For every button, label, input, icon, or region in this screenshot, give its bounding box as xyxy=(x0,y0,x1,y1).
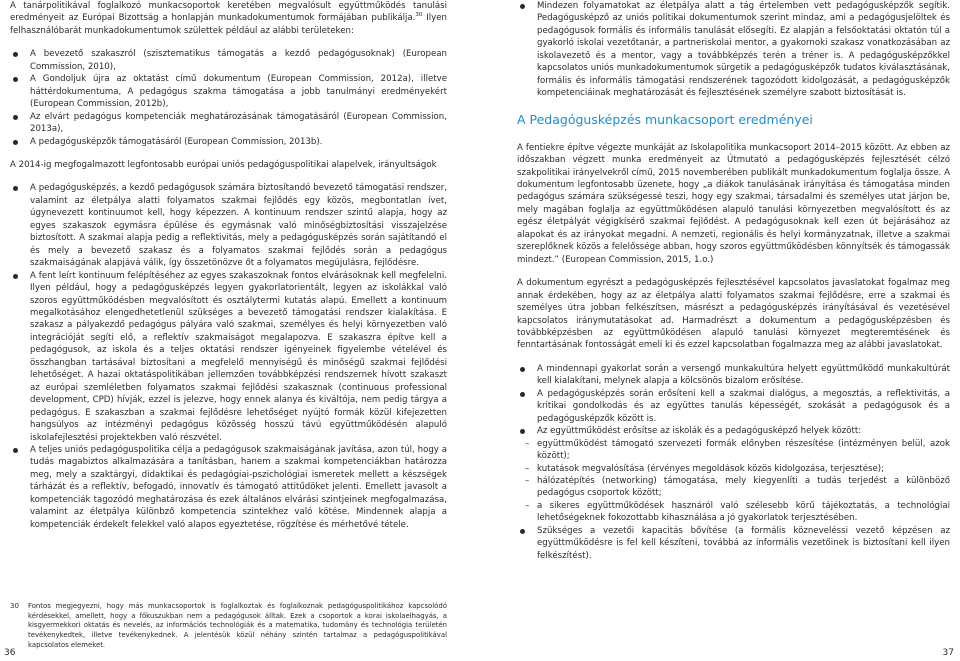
list-item: A pedagógusképzők támogatásáról (European Commission, 2013b). xyxy=(10,136,447,148)
paragraph: A fentiekre építve végezte munkáját az Iskolapolitika munkacsoport 2014–2015 között. Az ebben az időszakban végzett munka eredményeit az Útmutató a pedagógusképzés fejlesztését célzó szakpolitikai irányelvekről című, 2015 novemberében publikált munkadokumentum foglalja össze. A dokumentum legfontosabb üzenete, hogy „a diákok tanulásának irányítása és támogatása minden pedagógus számára szükségessé teszi, hogy egy szakmai, társadalmi és személyes utat járjon be, mely magában foglalja az együttműködésen alapuló tanulási környezetben megvalósított és az egész életpályát végigkísérő szakmai fejlődést. A pedagógusoknak kell ezen út bejárásához az alapokat és az irányokat megadni. A nemzeti, regionális és helyi kormányzatnak, illetve a szakmai szereplőknek közös a felelőssége abban, hogy szoros együttműködésben könnyítsék és támogassák mindezt.” (European Commission, 2015, 1.o.) xyxy=(517,142,950,265)
intro-paragraph: A tanárpolitikával foglalkozó munkacsoportok keretében megvalósult együttműködés tanulási eredményeit az Európai Bizottság a honlapján munkadokumentumok formájában publikálja.$^{30}$ Ilyen felhasználóbarát munkadokumentumok születtek például az alábbi területeken: xyxy=(10,1,447,36)
list-item: A teljes uniós pedagóguspolitika célja a pedagógusok szakmaiságának javítása, azon túl, hogy a tudás magabiztos alkalmazására a tanításban, hanem a szakmai kompetenciákban határozza meg, mely a szaktárgyi, didaktikai és pedagógiai-pszichológiai ismeretek mellett a készségek tárházát és a reflektív, befogadó, innovatív és támogató attitűdöket jelenti. Emellett javasolt a kompetenciák tagozódó meghatározása és ezek általános elvárási szintjeinek megfogalmazása, valamint az életpálya különbző kompetencia szintekhez való kötése. Mindennek alapja a kompetenciák érdekelt felekkel való alapos egyeztetése, rögzítése és mérhetővé tétele. xyxy=(10,444,447,531)
bullet-list-last xyxy=(517,525,950,562)
dash-list xyxy=(517,438,950,525)
dash-item: – a sikeres együttműködések hasznáról való szélesebb körű tájékoztatás, a technológiai lehetőségeknek fokozottabb kihasználása a jó gyakorlatok terjesztésében. xyxy=(517,500,950,525)
section-heading: A Pedagógusképzés munkacsoport eredményei xyxy=(517,111,813,127)
list-item: A fent leírt kontinuum felépítéséhez az egyes szakaszoknak fontos elvárásoknak kell megfelelni. Ilyen például, hogy a pedagógusképzés legyen gyakorlatorientált, legyen az iskolákkal való szoros együttműködésben megvalósított és osztálytermi kutatás alapú. Emellett a kontinuum megalkotásához elengedhetetlenül szükséges a bevezető támogatási rendszer kialakítása. E szakasz a pályakezdő pedagógus pályára való szakmai, személyes és helyi környezetben való integrációját segíti elő, a reflektív szakmaiságot megalapozva. E szakaszra építve kell a pedagógusok, az iskola és a teljes oktatási rendszer igényeinek figyelembe vételével és összhangban tartásával biztosítani a megfelelő mennyiségű és minőségű szakmai fejlődési lehetőséget. A hazai oktatáspolitikában jellemzően továbbképzési rendszernek hívott szakaszt az európai szemléletben folyamatos szakmai fejlődési szakasznak (continuous professional development, CPD) hívják, ezzel is jelezve, hogy ennek alanya és kiváltója, nem pedig tárgya a pedagógus. E szakaszban a szakmai fejlődésre lehetőséget nyújtó formák közül kifejezetten hangsúlyos az intézményi pedagógus közösség hosszú távú együttműködésén alapuló iskolafejlesztési projektekben való részvétel. xyxy=(10,270,447,444)
list-item: A pedagógusképzés, a kezdő pedagógusok számára biztosítandó bevezető támogatási rendszer, valamint az életpálya alatti folyamatos szakmai fejlődés egy közös, megbontatlan ívet, úgynevezett kontinuumot kell, hogy képezzen. A kontinuum rendszer szintű alapja, hogy az egyes szakaszok egymásra épülése és egymásnak való minőségbiztosítási visszajelzése biztosított. A szakmai alapja pedig a reflektivitás, mely a pedagógusképzés során sajátítandó el és mely a bevezető szakasz és a folyamatos szakmai fejlődés során a pedagógus szakmaiságának alapjává válik, így összetönözve őt a folyamatos megújulásra, fejlődésre. xyxy=(10,182,447,269)
bullet-list-principles xyxy=(10,182,447,531)
list-item: Az együttműködést erősítse az iskolák és a pedagógusképző helyek között: xyxy=(517,425,950,437)
left-column xyxy=(10,0,447,542)
footnote-text: Fontos megjegyezni, hogy más munkacsoportok is foglalkoztak és foglalkoznak pedagóguspolitikához kapcsolódó kérdésekkel, amellett, hogy a főkuszukban nem a pedagógusok álltak. Ezek a csoportok a korai iskolaelhagyás, a kisgyermekkori oktatás és nevelés, az információs technológiák és a matematika, tudomány és technológia területén tevékenykedtek, illetve tevékenykednek. A jelentésük közül néhány szintén tartalmaz a pedagóguspolitikával kapcsolatos elemeket. xyxy=(28,602,447,649)
list-item: A bevezető szakaszról (szisztematikus támogatás a kezdő pedagógusoknak) (European Commission, 2010), xyxy=(10,48,447,73)
page-number-right: 37 xyxy=(942,648,954,658)
footnote xyxy=(10,602,447,651)
paragraph: A dokumentum egyrészt a pedagógusképzés fejlesztésével kapcsolatos javaslatokat fogalmaz meg annak érdekében, hogy az az életpálya alatti folyamatos szakmai fejlődésre, erre a szakmai és személyes útra jobban felkészítsen, másrészt a pedagógusképzés irányításával és vezetésével kapcsolatos iránymutatásokat ad. Harmadrészt a dokumentum a pedagógusképzésben és továbbképzésben az együttműködésen alapuló tanulási környezet megteremtésének és fenntartásának fontosságát emeli ki és ezzel kapcsolatban fogalmazza meg az alábbi javaslatokat. xyxy=(517,278,950,351)
list-item: A mindennapi gyakorlat során a versengő munkakultúra helyett együttműködő munkakultúrát kell kialakítani, melynek alapja a kölcsönös bizalom erősítése. xyxy=(517,363,950,388)
dash-item: – kutatások megvalósítása (érvényes megoldások közös kidolgozása, terjesztése); xyxy=(517,463,950,475)
page-number-left: 36 xyxy=(4,648,16,658)
right-column xyxy=(517,0,950,573)
footnote-reference: 30 xyxy=(415,12,423,19)
principles-intro: A 2014-ig megfogalmazott legfontosabb európai uniós pedagóguspolitikai alapelvek, irányultságok xyxy=(10,159,437,170)
bullet-list-recommendations xyxy=(517,363,950,438)
bullet-list-top xyxy=(517,0,950,100)
list-item: Szükséges a vezetői kapacitás bővítése (a formális közneveléssi vezető képzésen az együttműködésre is fel kell készíteni, továbbá az informális vezetőinek is biztosítani kell ilyen felkészítést). xyxy=(517,525,950,562)
bullet-list-documents xyxy=(10,48,447,148)
dash-item: – együttműködést támogató szervezeti formák előnyben részesítése (intézményen belül, azok között); xyxy=(517,438,950,463)
list-item: Az elvárt pedagógus kompetenciák meghatározásának támogatásáról (European Commission, 2013a), xyxy=(10,111,447,136)
footnote-number: 30 xyxy=(10,602,19,610)
list-item: A Gondoljuk újra az oktatást című dokumentum (European Commission, 2012a), illetve háttérdokumentuma, A pedagógus szakma támogatása a jobb tanulmányi eredményekért (European Commission, 2012b), xyxy=(10,73,447,110)
list-item: Mindezen folyamatokat az életpálya alatt a tág értelemben vett pedagógusképzők segítik. Pedagógusképző az uniós politikai dokumentumok szerint mindaz, ami a pedagógusjelöltek és pedagógusok formális és informális tanulását elősegíti. Ez alapján a felsőoktatási oktatón túl a gyakorló iskolai vezetőtanár, a partneriskolai mentor, a gyakornoki szakasz vonatkozásában az iskolavezető és a mentor, vagy a továbbképzés terén a tréner is. A pedagógusképzőkkel kapcsolatos uniós munkadokumentumok sürgetik a pedagógusképzők tudatos kiválasztásának, formális és informális támogatási rendszerének tagozódott kidolgozását, a pedagógusképzők kompetenciáinak meghatározását és fejlesztésének személyre szabott biztosítását is. xyxy=(517,0,950,100)
dash-item: – hálózatépítés (networking) támogatása, mely kiegyenlíti a tudás terjedést a különböző pedagógus csoportok között; xyxy=(517,475,950,500)
list-item: A pedagógusképzés során erősíteni kell a szakmai dialógus, a megosztás, a reflektivitás, a kritikai gondolkodás és az együttes tanulás képességét, szokását a pedagógusok és a pedagógusképzők között is. xyxy=(517,388,950,425)
